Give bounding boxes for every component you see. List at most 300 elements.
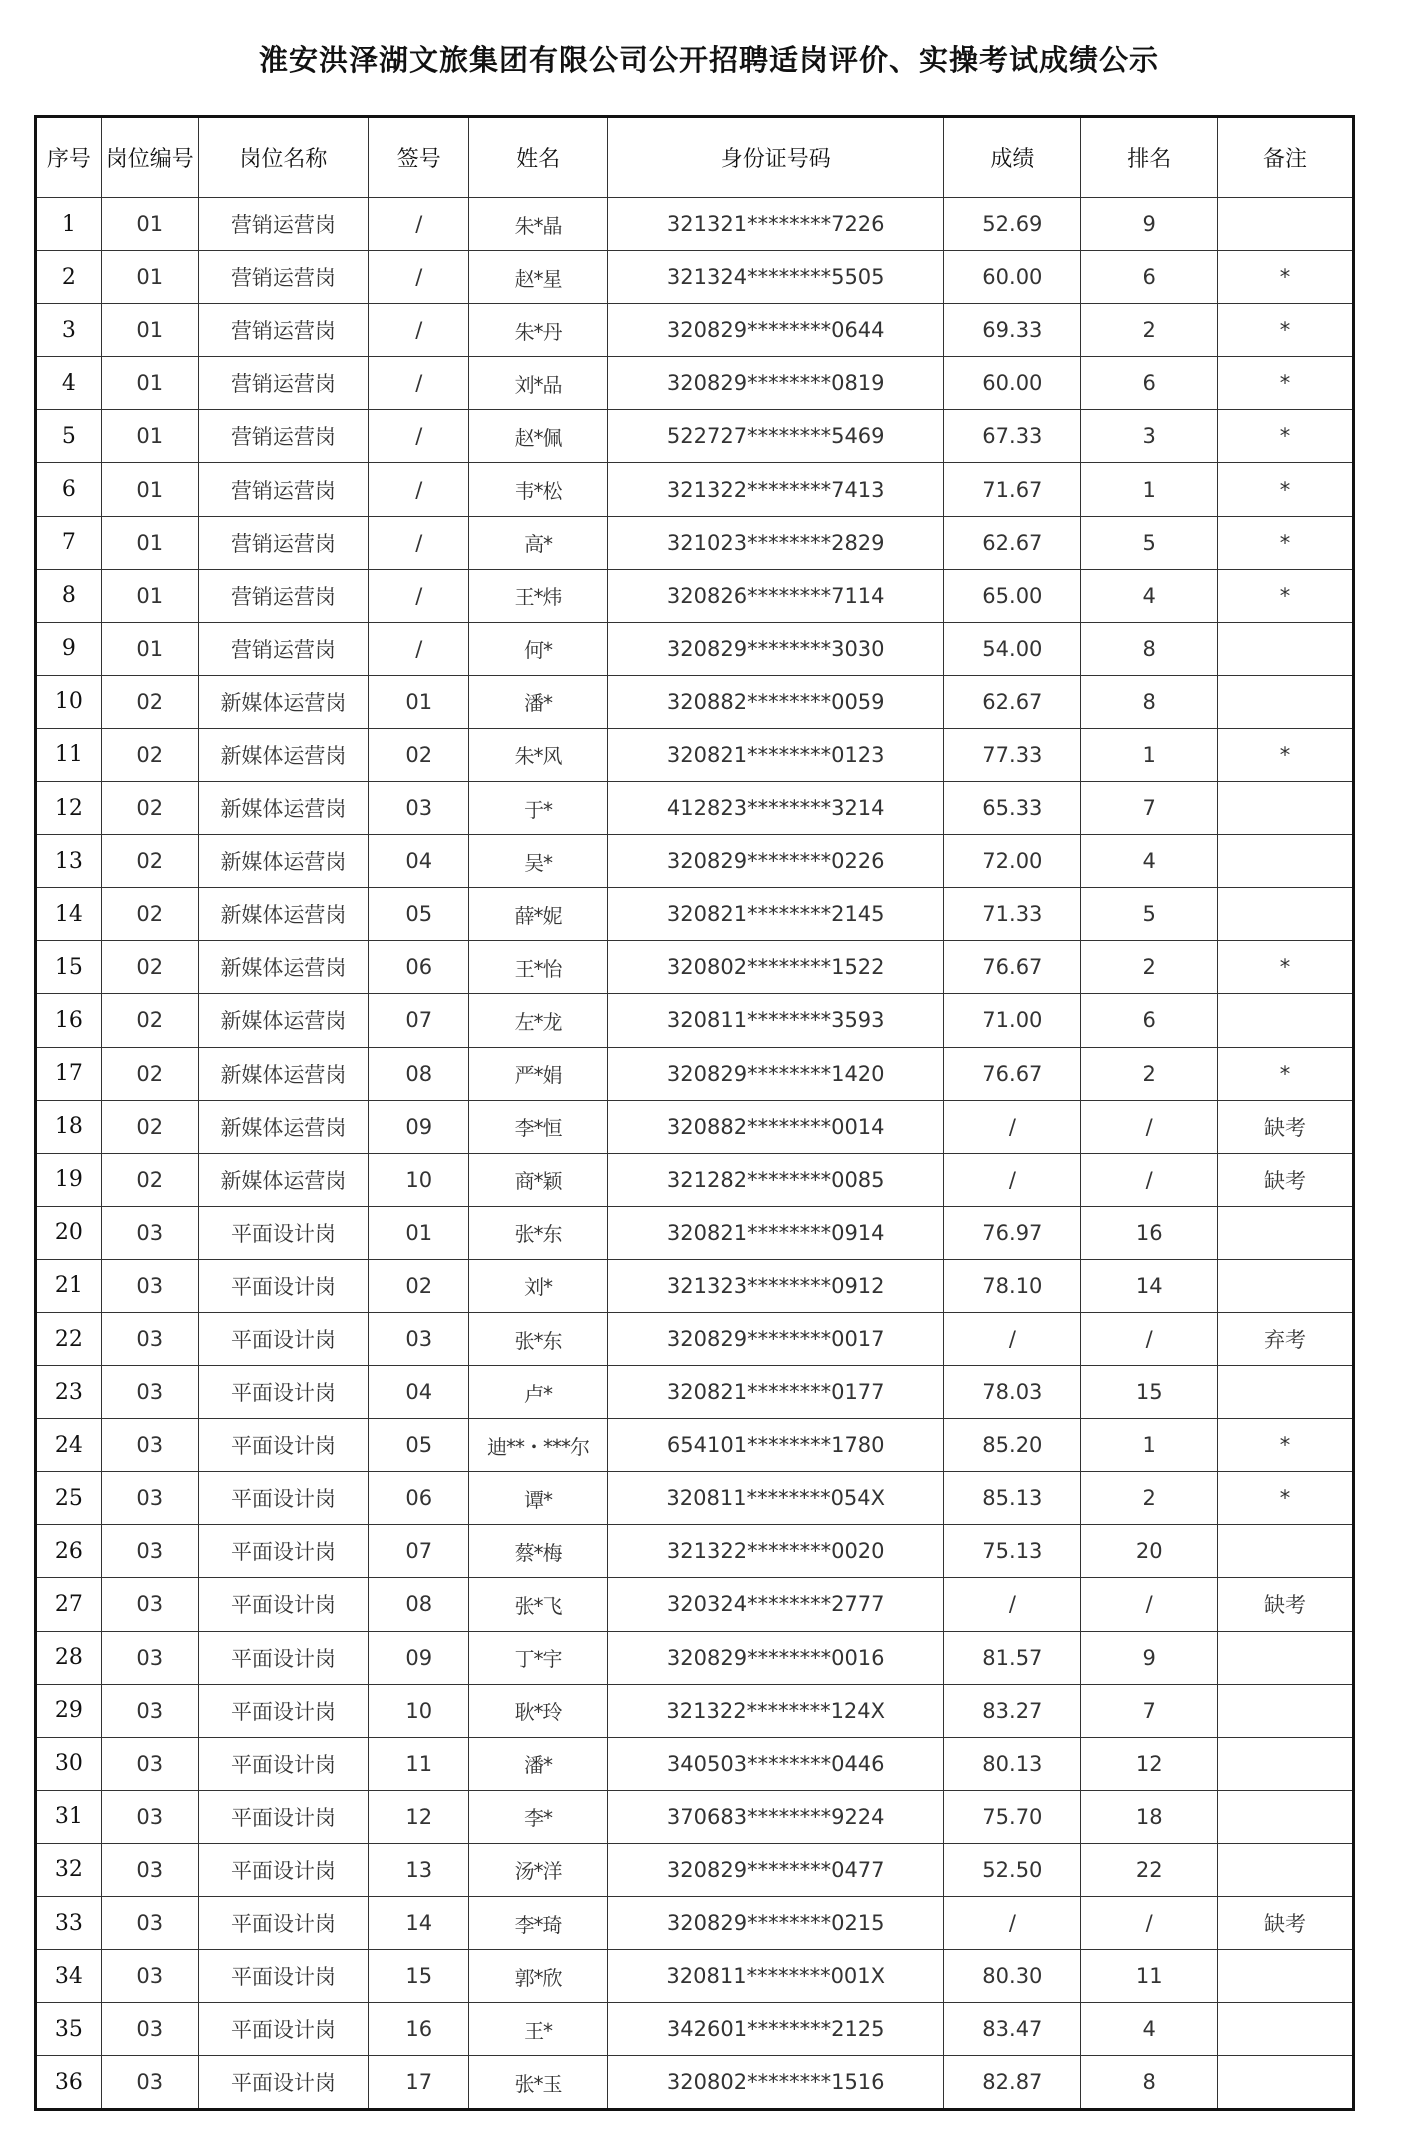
cell-score: 78.10 <box>944 1259 1081 1312</box>
cell-post-code: 01 <box>101 357 198 410</box>
cell-remark <box>1218 1631 1354 1684</box>
cell-post-name: 新媒体运营岗 <box>198 994 369 1047</box>
cell-score: 69.33 <box>944 304 1081 357</box>
cell-id-number: 320829********0226 <box>608 835 944 888</box>
col-header-post-name: 岗位名称 <box>198 117 369 198</box>
cell-sign-no: / <box>369 569 469 622</box>
cell-score: 65.33 <box>944 782 1081 835</box>
table-row <box>36 1950 1354 2003</box>
cell-rank: 5 <box>1081 888 1218 941</box>
cell-id-number: 320821********0914 <box>608 1206 944 1259</box>
cell-seq: 6 <box>36 463 102 516</box>
cell-rank: 1 <box>1081 728 1218 781</box>
cell-sign-no: 14 <box>369 1897 469 1950</box>
cell-sign-no: 16 <box>369 2003 469 2056</box>
cell-id-number: 320821********0177 <box>608 1366 944 1419</box>
cell-post-name: 平面设计岗 <box>198 1472 369 1525</box>
cell-rank: 16 <box>1081 1206 1218 1259</box>
table-row <box>36 1737 1354 1790</box>
cell-score: 76.97 <box>944 1206 1081 1259</box>
cell-seq: 16 <box>36 994 102 1047</box>
cell-rank: 9 <box>1081 198 1218 251</box>
cell-seq: 19 <box>36 1153 102 1206</box>
cell-score: 85.20 <box>944 1419 1081 1472</box>
cell-name: 耿*玲 <box>469 1684 608 1737</box>
cell-post-name: 平面设计岗 <box>198 1737 369 1790</box>
cell-post-name: 营销运营岗 <box>198 622 369 675</box>
cell-id-number: 320829********0016 <box>608 1631 944 1684</box>
cell-post-name: 新媒体运营岗 <box>198 728 369 781</box>
cell-rank: 6 <box>1081 994 1218 1047</box>
cell-name: 郭*欣 <box>469 1950 608 2003</box>
cell-seq: 3 <box>36 304 102 357</box>
cell-rank: 15 <box>1081 1366 1218 1419</box>
cell-sign-no: 07 <box>369 1525 469 1578</box>
cell-name: 刘* <box>469 1259 608 1312</box>
cell-rank: 4 <box>1081 569 1218 622</box>
cell-rank: 2 <box>1081 304 1218 357</box>
cell-sign-no: 04 <box>369 1366 469 1419</box>
cell-rank: 9 <box>1081 1631 1218 1684</box>
table-row <box>36 1684 1354 1737</box>
cell-name: 汤*洋 <box>469 1843 608 1896</box>
cell-score: 71.67 <box>944 463 1081 516</box>
cell-id-number: 654101********1780 <box>608 1419 944 1472</box>
cell-id-number: 320821********2145 <box>608 888 944 941</box>
cell-post-name: 平面设计岗 <box>198 1419 369 1472</box>
cell-name: 薛*妮 <box>469 888 608 941</box>
cell-score: 62.67 <box>944 675 1081 728</box>
cell-remark <box>1218 1206 1354 1259</box>
cell-seq: 33 <box>36 1897 102 1950</box>
cell-score: / <box>944 1100 1081 1153</box>
cell-post-name: 新媒体运营岗 <box>198 835 369 888</box>
cell-seq: 1 <box>36 198 102 251</box>
cell-post-name: 平面设计岗 <box>198 2003 369 2056</box>
cell-name: 朱*丹 <box>469 304 608 357</box>
cell-remark <box>1218 1366 1354 1419</box>
cell-sign-no: / <box>369 516 469 569</box>
cell-seq: 22 <box>36 1312 102 1365</box>
cell-score: 76.67 <box>944 941 1081 994</box>
cell-id-number: 320811********3593 <box>608 994 944 1047</box>
cell-score: 76.67 <box>944 1047 1081 1100</box>
cell-post-name: 平面设计岗 <box>198 1578 369 1631</box>
cell-sign-no: / <box>369 251 469 304</box>
table-row <box>36 994 1354 1047</box>
cell-id-number: 321282********0085 <box>608 1153 944 1206</box>
cell-seq: 26 <box>36 1525 102 1578</box>
cell-sign-no: 04 <box>369 835 469 888</box>
cell-id-number: 320802********1522 <box>608 941 944 994</box>
table-row <box>36 728 1354 781</box>
cell-sign-no: 15 <box>369 1950 469 2003</box>
cell-name: 赵*佩 <box>469 410 608 463</box>
table-row <box>36 1366 1354 1419</box>
cell-name: 王* <box>469 2003 608 2056</box>
cell-rank: 5 <box>1081 516 1218 569</box>
col-header-post-code: 岗位编号 <box>101 117 198 198</box>
cell-remark <box>1218 835 1354 888</box>
cell-seq: 25 <box>36 1472 102 1525</box>
cell-sign-no: 11 <box>369 1737 469 1790</box>
header-row <box>36 117 1354 198</box>
cell-score: 71.33 <box>944 888 1081 941</box>
cell-name: 商*颖 <box>469 1153 608 1206</box>
cell-remark <box>1218 1790 1354 1843</box>
cell-seq: 30 <box>36 1737 102 1790</box>
cell-seq: 9 <box>36 622 102 675</box>
cell-post-code: 03 <box>101 1897 198 1950</box>
cell-remark: * <box>1218 728 1354 781</box>
cell-post-code: 01 <box>101 622 198 675</box>
cell-sign-no: 07 <box>369 994 469 1047</box>
cell-rank: 7 <box>1081 782 1218 835</box>
cell-remark: 缺考 <box>1218 1578 1354 1631</box>
cell-sign-no: / <box>369 622 469 675</box>
table-row <box>36 1259 1354 1312</box>
cell-post-name: 营销运营岗 <box>198 410 369 463</box>
cell-post-name: 营销运营岗 <box>198 569 369 622</box>
cell-rank: 2 <box>1081 941 1218 994</box>
cell-score: 67.33 <box>944 410 1081 463</box>
cell-post-code: 01 <box>101 516 198 569</box>
cell-sign-no: 09 <box>369 1631 469 1684</box>
cell-id-number: 320829********0477 <box>608 1843 944 1896</box>
cell-seq: 8 <box>36 569 102 622</box>
cell-remark: * <box>1218 1472 1354 1525</box>
cell-sign-no: 08 <box>369 1047 469 1100</box>
cell-name: 左*龙 <box>469 994 608 1047</box>
cell-remark <box>1218 1259 1354 1312</box>
cell-score: 80.13 <box>944 1737 1081 1790</box>
table-row <box>36 251 1354 304</box>
cell-name: 严*娟 <box>469 1047 608 1100</box>
cell-post-name: 平面设计岗 <box>198 1366 369 1419</box>
cell-post-code: 03 <box>101 1206 198 1259</box>
table-row <box>36 941 1354 994</box>
cell-remark <box>1218 1525 1354 1578</box>
table-row <box>36 675 1354 728</box>
cell-post-name: 营销运营岗 <box>198 516 369 569</box>
cell-seq: 24 <box>36 1419 102 1472</box>
cell-rank: 8 <box>1081 622 1218 675</box>
cell-seq: 2 <box>36 251 102 304</box>
table-row <box>36 1578 1354 1631</box>
table-row <box>36 1525 1354 1578</box>
cell-post-code: 01 <box>101 251 198 304</box>
cell-seq: 36 <box>36 2056 102 2110</box>
table-row <box>36 463 1354 516</box>
cell-score: / <box>944 1578 1081 1631</box>
cell-rank: 4 <box>1081 2003 1218 2056</box>
cell-id-number: 320811********001X <box>608 1950 944 2003</box>
cell-name: 高* <box>469 516 608 569</box>
cell-remark <box>1218 1843 1354 1896</box>
cell-post-name: 平面设计岗 <box>198 1631 369 1684</box>
cell-id-number: 320829********0215 <box>608 1897 944 1950</box>
cell-name: 朱*晶 <box>469 198 608 251</box>
cell-score: 62.67 <box>944 516 1081 569</box>
cell-rank: 7 <box>1081 1684 1218 1737</box>
cell-rank: 6 <box>1081 357 1218 410</box>
cell-post-name: 平面设计岗 <box>198 1950 369 2003</box>
cell-id-number: 412823********3214 <box>608 782 944 835</box>
cell-post-code: 03 <box>101 1790 198 1843</box>
cell-post-code: 03 <box>101 1631 198 1684</box>
cell-remark <box>1218 1950 1354 2003</box>
table-row <box>36 1047 1354 1100</box>
cell-sign-no: 10 <box>369 1153 469 1206</box>
cell-remark <box>1218 1737 1354 1790</box>
cell-name: 韦*松 <box>469 463 608 516</box>
cell-id-number: 320829********0017 <box>608 1312 944 1365</box>
cell-post-code: 03 <box>101 1419 198 1472</box>
table-row <box>36 1843 1354 1896</box>
cell-name: 刘*品 <box>469 357 608 410</box>
cell-sign-no: 03 <box>369 782 469 835</box>
cell-remark <box>1218 994 1354 1047</box>
cell-sign-no: / <box>369 463 469 516</box>
cell-id-number: 320811********054X <box>608 1472 944 1525</box>
col-header-seq: 序号 <box>36 117 102 198</box>
cell-score: / <box>944 1153 1081 1206</box>
cell-sign-no: 05 <box>369 888 469 941</box>
cell-rank: 12 <box>1081 1737 1218 1790</box>
cell-rank: / <box>1081 1153 1218 1206</box>
col-header-remark: 备注 <box>1218 117 1354 198</box>
cell-post-name: 营销运营岗 <box>198 198 369 251</box>
cell-rank: / <box>1081 1897 1218 1950</box>
cell-name: 潘* <box>469 675 608 728</box>
cell-name: 张*东 <box>469 1312 608 1365</box>
cell-sign-no: / <box>369 198 469 251</box>
cell-post-name: 平面设计岗 <box>198 1684 369 1737</box>
cell-rank: 8 <box>1081 2056 1218 2110</box>
table-row <box>36 1790 1354 1843</box>
cell-post-code: 01 <box>101 304 198 357</box>
cell-name: 李*恒 <box>469 1100 608 1153</box>
cell-rank: 18 <box>1081 1790 1218 1843</box>
table-row <box>36 1153 1354 1206</box>
cell-score: 85.13 <box>944 1472 1081 1525</box>
cell-seq: 4 <box>36 357 102 410</box>
cell-post-code: 02 <box>101 941 198 994</box>
cell-id-number: 342601********2125 <box>608 2003 944 2056</box>
cell-post-code: 03 <box>101 1578 198 1631</box>
cell-id-number: 320324********2777 <box>608 1578 944 1631</box>
cell-id-number: 320829********0644 <box>608 304 944 357</box>
cell-score: 52.69 <box>944 198 1081 251</box>
cell-post-code: 01 <box>101 463 198 516</box>
cell-remark: 缺考 <box>1218 1153 1354 1206</box>
cell-post-name: 新媒体运营岗 <box>198 1047 369 1100</box>
cell-sign-no: 17 <box>369 2056 469 2110</box>
cell-post-code: 02 <box>101 728 198 781</box>
cell-post-code: 03 <box>101 1312 198 1365</box>
cell-remark: * <box>1218 357 1354 410</box>
cell-post-code: 03 <box>101 1737 198 1790</box>
cell-post-code: 03 <box>101 2056 198 2110</box>
table-row <box>36 1419 1354 1472</box>
cell-sign-no: / <box>369 357 469 410</box>
cell-sign-no: 10 <box>369 1684 469 1737</box>
col-header-name: 姓名 <box>469 117 608 198</box>
cell-score: 54.00 <box>944 622 1081 675</box>
table-row <box>36 410 1354 463</box>
col-header-sign-no: 签号 <box>369 117 469 198</box>
cell-post-code: 01 <box>101 569 198 622</box>
cell-id-number: 340503********0446 <box>608 1737 944 1790</box>
cell-id-number: 320829********1420 <box>608 1047 944 1100</box>
table-row <box>36 1897 1354 1950</box>
cell-post-name: 平面设计岗 <box>198 1525 369 1578</box>
col-header-rank: 排名 <box>1081 117 1218 198</box>
table-row <box>36 2003 1354 2056</box>
cell-score: 60.00 <box>944 357 1081 410</box>
cell-sign-no: 06 <box>369 1472 469 1525</box>
table-row <box>36 888 1354 941</box>
cell-seq: 21 <box>36 1259 102 1312</box>
cell-seq: 18 <box>36 1100 102 1153</box>
cell-id-number: 320802********1516 <box>608 2056 944 2110</box>
cell-post-code: 02 <box>101 1047 198 1100</box>
cell-post-name: 营销运营岗 <box>198 251 369 304</box>
cell-rank: 11 <box>1081 1950 1218 2003</box>
cell-remark <box>1218 675 1354 728</box>
cell-seq: 13 <box>36 835 102 888</box>
cell-seq: 7 <box>36 516 102 569</box>
cell-post-code: 02 <box>101 675 198 728</box>
cell-id-number: 321324********5505 <box>608 251 944 304</box>
table-row <box>36 2056 1354 2110</box>
table-row <box>36 198 1354 251</box>
cell-score: 75.13 <box>944 1525 1081 1578</box>
cell-post-code: 02 <box>101 1100 198 1153</box>
cell-sign-no: 03 <box>369 1312 469 1365</box>
cell-post-code: 03 <box>101 1259 198 1312</box>
cell-remark: * <box>1218 463 1354 516</box>
cell-rank: 14 <box>1081 1259 1218 1312</box>
cell-remark: 缺考 <box>1218 1100 1354 1153</box>
cell-score: 52.50 <box>944 1843 1081 1896</box>
cell-name: 李*琦 <box>469 1897 608 1950</box>
cell-sign-no: 06 <box>369 941 469 994</box>
cell-post-name: 平面设计岗 <box>198 1259 369 1312</box>
cell-post-code: 03 <box>101 1684 198 1737</box>
cell-name: 迪**・***尔 <box>469 1419 608 1472</box>
cell-seq: 5 <box>36 410 102 463</box>
cell-score: 75.70 <box>944 1790 1081 1843</box>
cell-name: 蔡*梅 <box>469 1525 608 1578</box>
cell-post-name: 新媒体运营岗 <box>198 941 369 994</box>
cell-sign-no: / <box>369 304 469 357</box>
cell-score: 72.00 <box>944 835 1081 888</box>
cell-seq: 11 <box>36 728 102 781</box>
cell-post-name: 平面设计岗 <box>198 1843 369 1896</box>
table-row <box>36 569 1354 622</box>
cell-seq: 15 <box>36 941 102 994</box>
cell-post-code: 03 <box>101 1366 198 1419</box>
cell-sign-no: 12 <box>369 1790 469 1843</box>
cell-post-code: 01 <box>101 410 198 463</box>
cell-post-name: 新媒体运营岗 <box>198 1100 369 1153</box>
cell-post-code: 02 <box>101 888 198 941</box>
cell-sign-no: 08 <box>369 1578 469 1631</box>
cell-seq: 17 <box>36 1047 102 1100</box>
cell-sign-no: 13 <box>369 1843 469 1896</box>
cell-remark: * <box>1218 569 1354 622</box>
table-row <box>36 1100 1354 1153</box>
cell-name: 王*怡 <box>469 941 608 994</box>
cell-remark <box>1218 782 1354 835</box>
table-row <box>36 782 1354 835</box>
cell-rank: 1 <box>1081 1419 1218 1472</box>
cell-score: 80.30 <box>944 1950 1081 2003</box>
cell-sign-no: 05 <box>369 1419 469 1472</box>
cell-post-name: 营销运营岗 <box>198 304 369 357</box>
cell-rank: / <box>1081 1100 1218 1153</box>
cell-post-code: 02 <box>101 782 198 835</box>
cell-sign-no: 02 <box>369 728 469 781</box>
cell-id-number: 321322********7413 <box>608 463 944 516</box>
cell-name: 张*飞 <box>469 1578 608 1631</box>
cell-id-number: 370683********9224 <box>608 1790 944 1843</box>
cell-remark: * <box>1218 941 1354 994</box>
cell-name: 丁*宇 <box>469 1631 608 1684</box>
cell-id-number: 320821********0123 <box>608 728 944 781</box>
cell-remark: * <box>1218 1047 1354 1100</box>
cell-id-number: 320826********7114 <box>608 569 944 622</box>
cell-remark: 弃考 <box>1218 1312 1354 1365</box>
cell-post-name: 营销运营岗 <box>198 463 369 516</box>
cell-post-name: 新媒体运营岗 <box>198 1153 369 1206</box>
cell-name: 赵*星 <box>469 251 608 304</box>
cell-remark: * <box>1218 516 1354 569</box>
cell-id-number: 320882********0014 <box>608 1100 944 1153</box>
cell-sign-no: / <box>369 410 469 463</box>
cell-rank: 3 <box>1081 410 1218 463</box>
cell-name: 吴* <box>469 835 608 888</box>
cell-post-code: 02 <box>101 1153 198 1206</box>
cell-post-code: 03 <box>101 1950 198 2003</box>
table-row <box>36 357 1354 410</box>
cell-remark <box>1218 198 1354 251</box>
table-row <box>36 835 1354 888</box>
cell-id-number: 321322********0020 <box>608 1525 944 1578</box>
cell-post-code: 03 <box>101 1843 198 1896</box>
cell-post-name: 新媒体运营岗 <box>198 675 369 728</box>
cell-remark <box>1218 2003 1354 2056</box>
cell-id-number: 321323********0912 <box>608 1259 944 1312</box>
cell-seq: 10 <box>36 675 102 728</box>
cell-seq: 23 <box>36 1366 102 1419</box>
cell-score: / <box>944 1312 1081 1365</box>
cell-remark <box>1218 622 1354 675</box>
cell-score: 83.27 <box>944 1684 1081 1737</box>
cell-remark: * <box>1218 1419 1354 1472</box>
cell-name: 潘* <box>469 1737 608 1790</box>
cell-score: 77.33 <box>944 728 1081 781</box>
cell-post-name: 平面设计岗 <box>198 1897 369 1950</box>
cell-remark <box>1218 1684 1354 1737</box>
cell-remark <box>1218 888 1354 941</box>
cell-name: 谭* <box>469 1472 608 1525</box>
cell-name: 王*炜 <box>469 569 608 622</box>
cell-post-name: 平面设计岗 <box>198 1312 369 1365</box>
cell-rank: 1 <box>1081 463 1218 516</box>
cell-post-name: 营销运营岗 <box>198 357 369 410</box>
